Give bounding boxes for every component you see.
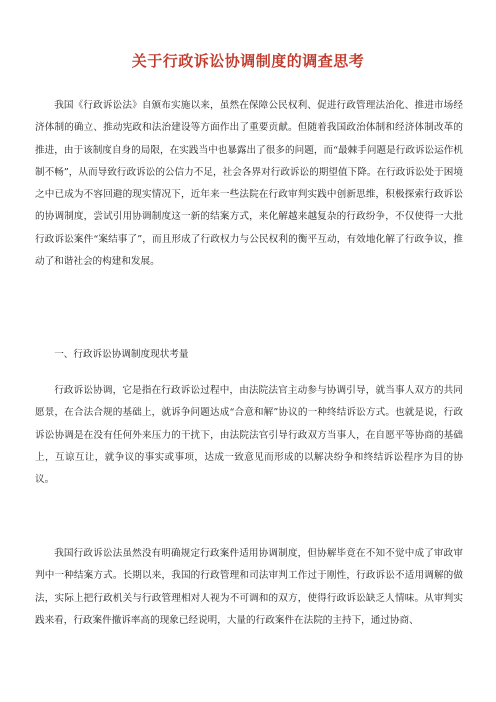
paragraph-intro: 我国《行政诉讼法》自颁布实施以来，虽然在保障公民权利、促进行政管理法治化、推进市场经济体制的确立、推动宪政和法治建设等方面作出了重要贡献。但随着我国政治体制和经济体制改革的推进，由于该制度自身的局限，在实践当中也暴露出了很多的问题，而“最棘手问题是行政诉讼运作机制不畅”，从而导致行政诉讼的公信力不足，社会各界对行政诉讼的期望值下降。在行政诉讼处于困境之中已成为不容回避的现实情况下，近年来一些法院在行政审判实践中创新思维，积极探索行政诉讼的协调制度，尝试引用协调制度这一新的结案方式，来化解越来越复杂的行政纷争，不仅使得一大批行政诉讼案件“案结事了”，而且形成了行政权力与公民权利的衡平互动，有效地化解了行政争议，推动了和谐社会的构建和发展。 <box>35 100 463 268</box>
paragraph-practice: 我国行政诉讼法虽然没有明确规定行政案件适用协调制度，但协解毕竟在不知不觉中成了审政审判中一种结案方式。长期以来，我国的行政管理和司法审判工作过于刚性，行政诉讼不适用调解的做法，实际上把行政机关与行政管理相对人视为不可调和的双方，使得行政诉讼缺乏人情味。从审判实践来看，行政案件撤诉率高的现象已经说明，大量的行政案件在法院的主持下，通过协商、 <box>35 548 463 626</box>
paragraph-definition: 行政诉讼协调，它是指在行政诉讼过程中，由法院法官主动参与协调引导，就当事人双方的共同愿景，在合法合规的基础上，就诉争问题达成“合意和解”协议的一种终结诉讼方式。也就是说，行政诉讼协调是在没有任何外来压力的干扰下，由法院法官引导行政双方当事人，在自愿平等协商的基础上，互谅互让，就争议的事实或事项，达成一致意见而形成的以解决纷争和终结诉讼程序为目的协议。 <box>35 385 463 486</box>
section-heading: 一、行政诉讼协调制度现状考量 <box>54 349 189 360</box>
document-title: 关于行政诉讼协调制度的调查思考 <box>131 52 365 70</box>
